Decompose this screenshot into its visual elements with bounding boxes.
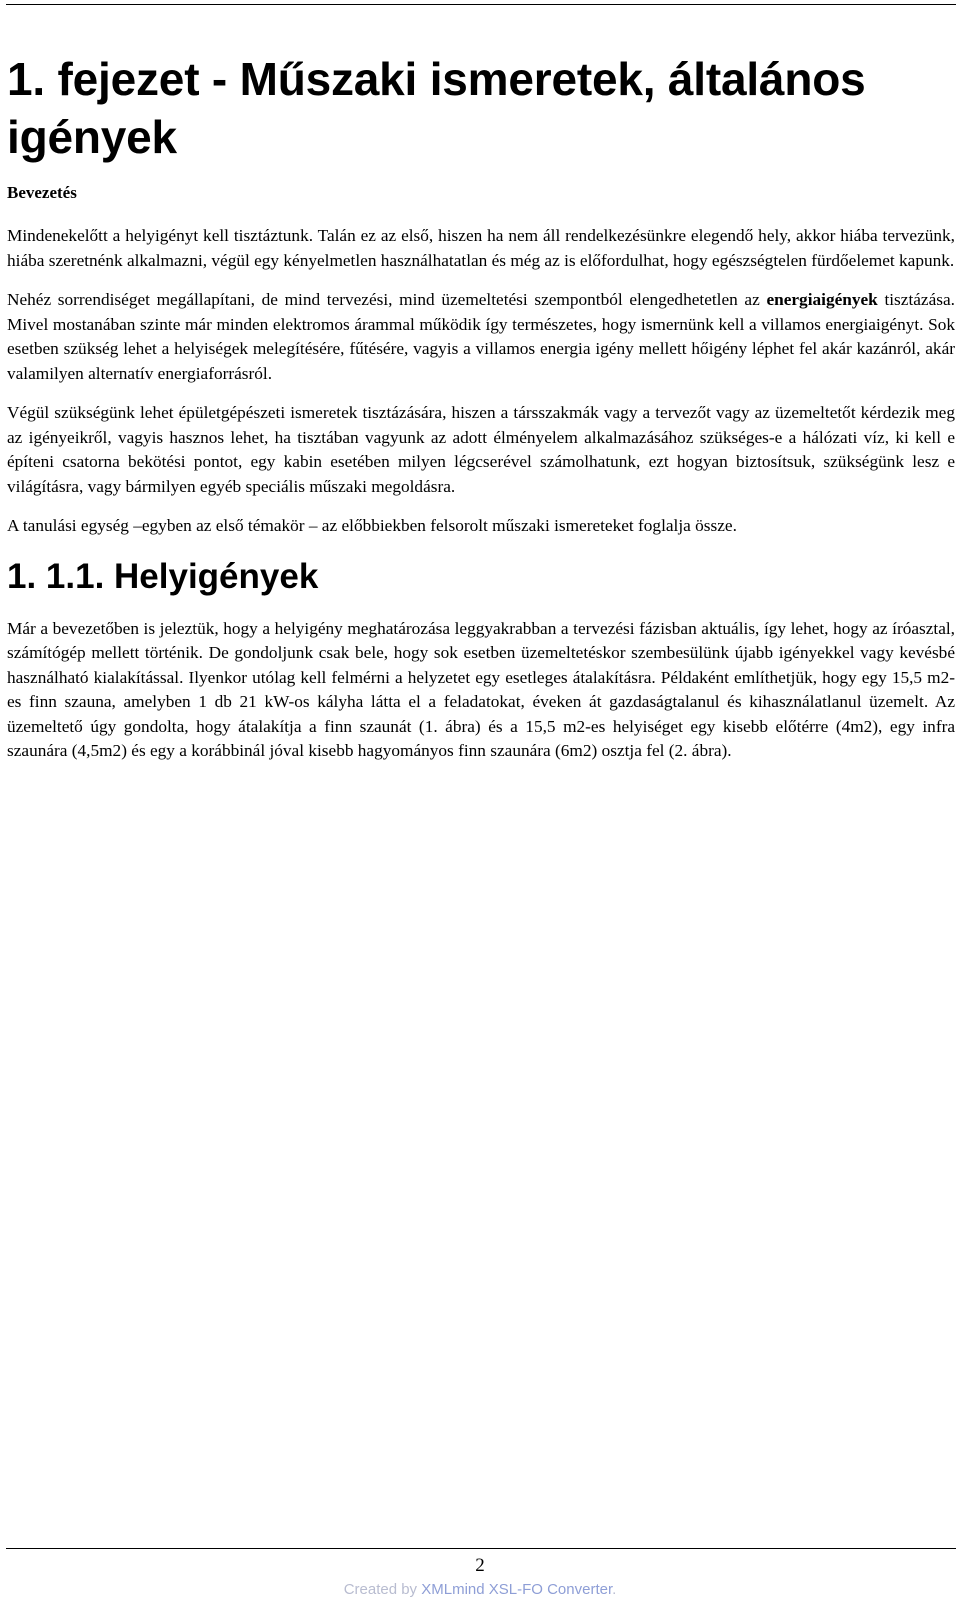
footer-prefix: Created by bbox=[343, 1581, 422, 1598]
footer-suffix: . bbox=[612, 1581, 617, 1598]
paragraph-2 bbox=[7, 288, 955, 386]
page-content bbox=[7, 50, 955, 779]
paragraph-2-end: tisztázása. Mivel mostanában szinte már minden elektromos árammal működik így természetes, hogy ismernünk kell a villamos energiaigényt. Sok esetben szükség lehet a helyiségek melegítésére, fűtésére, vagyis a villamos energia igény mellett hőigény léphet fel akár kazánról, akár valamilyen alternatív energiaforrásról. bbox=[7, 290, 955, 383]
top-rule bbox=[6, 4, 956, 5]
footer-credit bbox=[0, 1581, 960, 1599]
paragraph-3: Végül szükségünk lehet épületgépészeti ismeretek tisztázására, hiszen a társszakmák vagy a tervezőt vagy az üzemeltetőt kérdezik meg az igényeikről, vagyis hasznos lehet, ha tisztában vagyunk az adott élményelem alkalmazásához szükséges-e a hálózati víz, ki kell e építeni csatorna bekötési pontot, egy kabin esetében milyen légcserével számolhatunk, ezt hogyan biztosítsuk, szükségünk lesz e világításra, vagy bármilyen egyéb speciális műszaki megoldásra. bbox=[7, 403, 955, 496]
paragraph-2-start: Nehéz sorrendiséget megállapítani, de mind tervezési, mind üzemeltetési szempontból elengedhetetlen az bbox=[7, 290, 767, 309]
paragraph-4: A tanulási egység –egyben az első témakör – az előbbiekben felsorolt műszaki ismereteket foglalja össze. bbox=[7, 516, 737, 535]
page-number: 2 bbox=[475, 1555, 485, 1576]
chapter-title: 1. fejezet - Műszaki ismeretek, általános igények bbox=[7, 53, 866, 163]
paragraph-5: Már a bevezetőben is jeleztük, hogy a helyigény meghatározása leggyakrabban a tervezési fázisban aktuális, így lehet, hogy az íróasztal, számítógép mellett történik. De gondoljunk csak bele, hogy sok esetben üzemeltetéskor szembesülünk újabb igényekkel vagy kevésbé használható kialakítással. Ilyenkor utólag kell felmérni a helyzetet egy esetleges átalakításra. Példaként említhetjük, hogy egy 15,5 m2-es finn szauna, amelyben 1 db 21 kW-os kályha látta el a feladatokat, éveken át gazdaságtalanul és kihasználatlanul üzemelt. Az üzemeltető úgy gondolta, hogy átalakítja a finn szaunát (1. ábra) és a 15,5 m2-es helyiséget egy kisebb előtérre (4m2), egy infra szaunára (4,5m2) és egy a korábbinál jóval kisebb hagyományos finn szaunára (6m2) osztja fel (2. ábra). bbox=[7, 618, 955, 760]
intro-heading: Bevezetés bbox=[7, 183, 77, 202]
section-heading: 1. 1.1. Helyigények bbox=[7, 556, 319, 596]
bottom-rule bbox=[6, 1548, 956, 1549]
paragraph-1: Mindenekelőtt a helyigényt kell tisztáztunk. Talán ez az első, hiszen ha nem áll rendelkezésünkre elegendő hely, akkor hiába tervezünk, hiába szeretnénk alkalmazni, végül egy kényelmetlen használhatatlan és még az is előfordulhat, hogy egészségtelen fürdőelemet kapunk. bbox=[7, 226, 955, 270]
energy-demand-term: energiaigények bbox=[766, 290, 878, 309]
footer-brand-link[interactable]: XMLmind XSL-FO Converter bbox=[421, 1581, 613, 1598]
